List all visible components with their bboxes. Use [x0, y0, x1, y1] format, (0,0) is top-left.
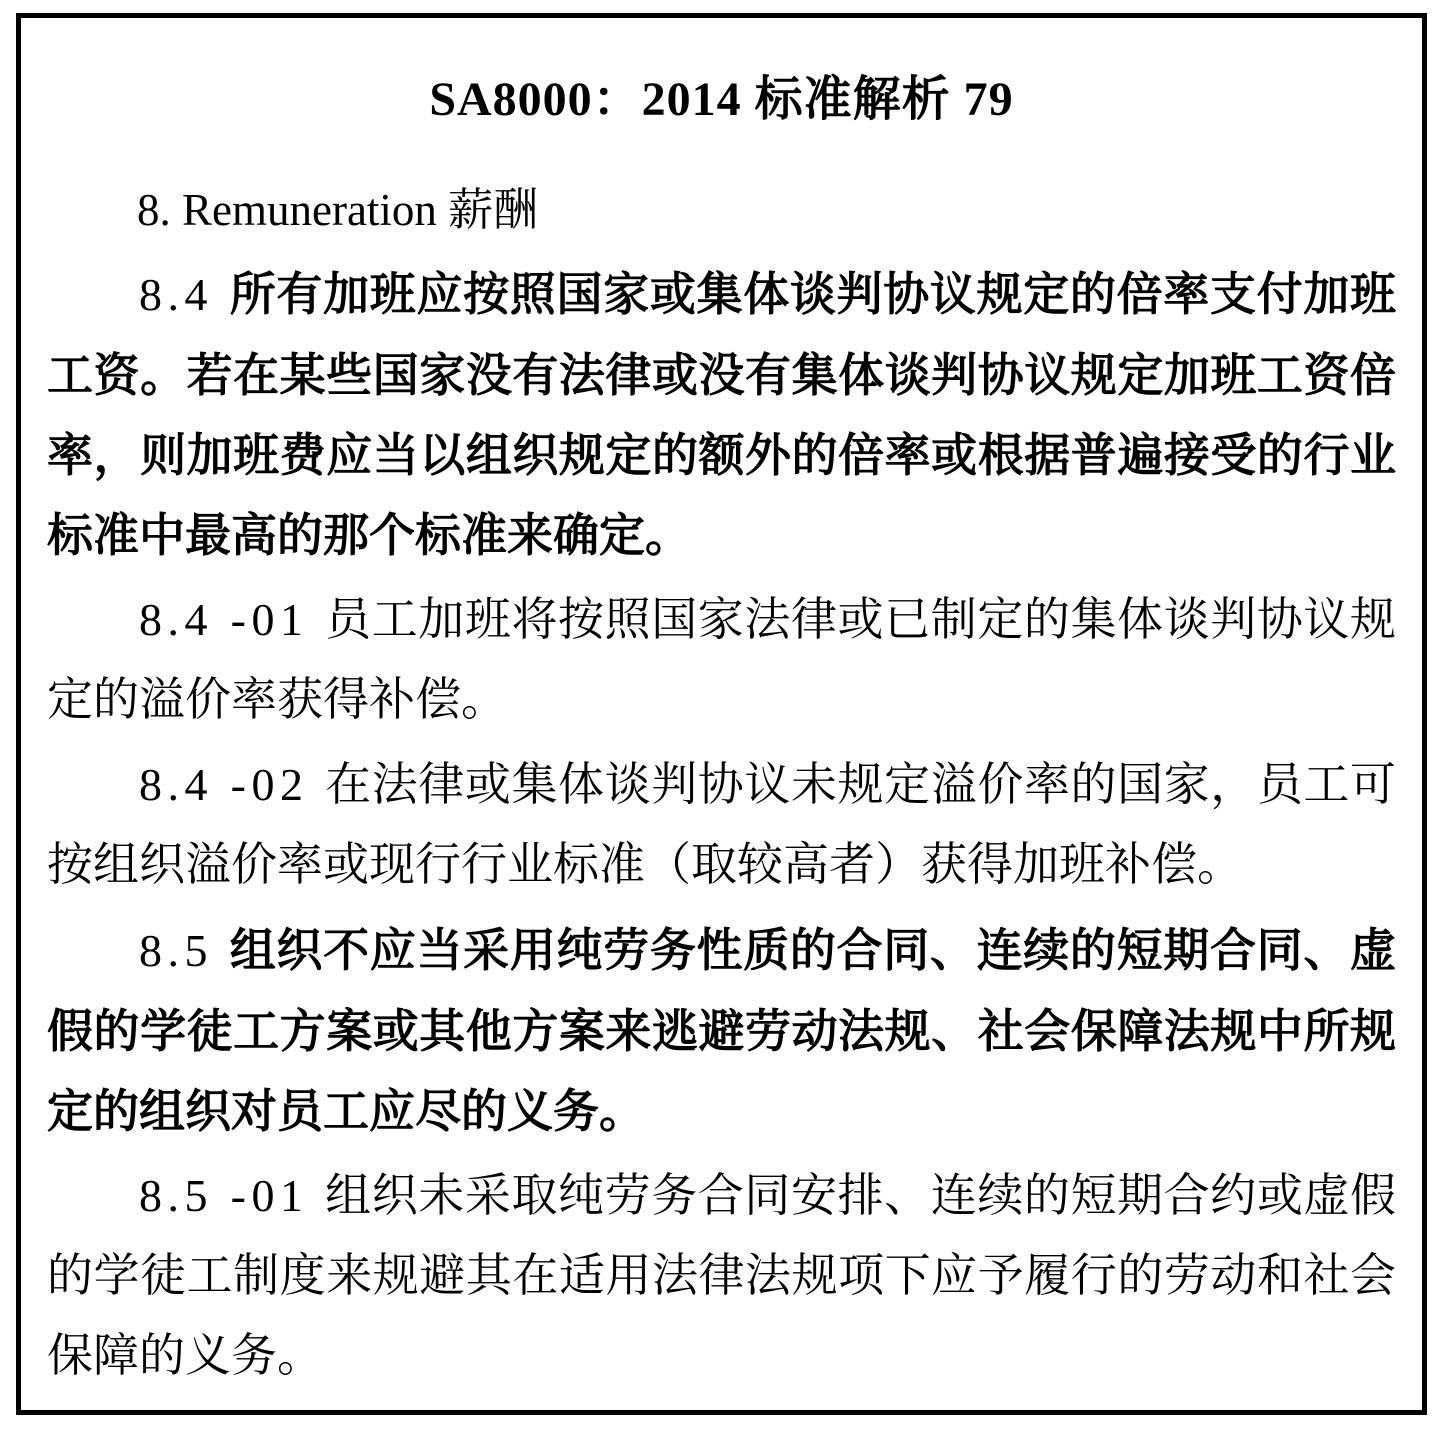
page-title: SA8000：2014 标准解析 79 — [429, 73, 1014, 126]
clause-text: 组织未采取纯劳务合同安排、连续的短期合约或虚假的学徒工制度来规避其在适用法律法规项下应予履行的劳动和社会保障的义务。 — [47, 1170, 1396, 1381]
document-body — [47, 254, 1396, 1396]
clause-text: 在法律或集体谈判协议未规定溢价率的国家，员工可按组织溢价率或现行行业标准（取较高者）获得加班补偿。 — [47, 759, 1396, 890]
clause-paragraph-8-4-01 — [47, 580, 1396, 740]
section-heading: 8. Remuneration 薪酬 — [137, 185, 539, 235]
clause-paragraph-8-4 — [47, 254, 1396, 575]
clause-paragraph-8-5 — [47, 910, 1396, 1151]
clause-paragraph-8-4-02 — [47, 745, 1396, 905]
clause-number: 8.4 -01 — [139, 594, 309, 645]
clause-paragraph-8-5-01 — [47, 1156, 1396, 1396]
clause-text: 所有加班应按照国家或集体谈判协议规定的倍率支付加班工资。若在某些国家没有法律或没有集体谈判协议规定加班工资倍率，则加班费应当以组织规定的额外的倍率或根据普遍接受的行业标准中最高的那个标准来确定。 — [47, 268, 1396, 561]
clause-number: 8.5 — [139, 925, 214, 976]
clause-number: 8.5 -01 — [139, 1170, 309, 1221]
clause-text: 员工加班将按照国家法律或已制定的集体谈判协议规定的溢价率获得补偿。 — [47, 594, 1396, 725]
clause-number: 8.4 — [139, 269, 214, 320]
page-border-frame — [16, 13, 1427, 1415]
clause-number: 8.4 -02 — [139, 759, 309, 810]
clause-text: 组织不应当采用纯劳务性质的合同、连续的短期合同、虚假的学徒工方案或其他方案来逃避劳动法规、社会保障法规中所规定的组织对员工应尽的义务。 — [47, 924, 1396, 1137]
